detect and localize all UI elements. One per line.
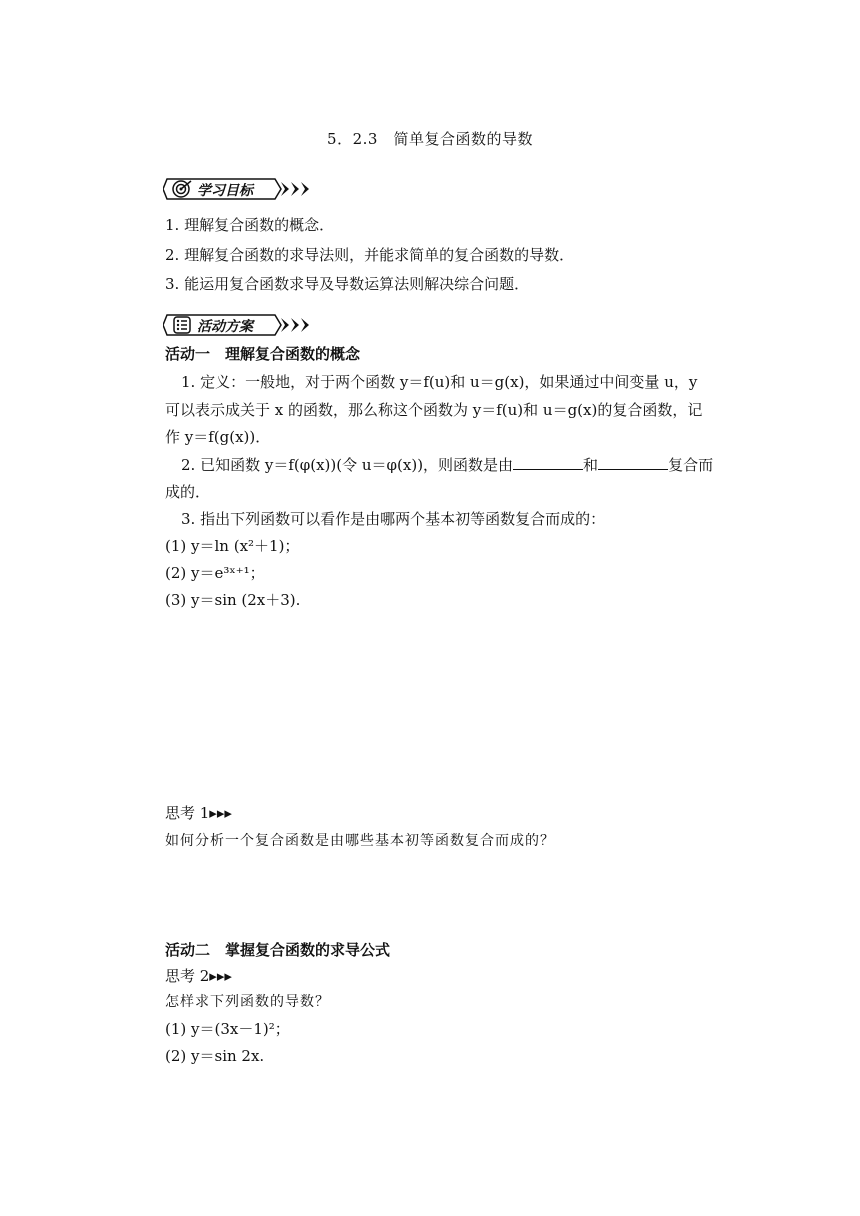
definition-line: 可以表示成关于 x 的函数，那么称这个函数为 y＝f(u)和 u＝g(x)的复合函数，记 xyxy=(165,401,703,419)
fill-blank[interactable] xyxy=(513,455,583,470)
question-two-continued: 成的． xyxy=(165,483,211,501)
fill-blank[interactable] xyxy=(598,455,668,470)
objective-item: 2. 理解复合函数的求导法则，并能求简单的复合函数的导数． xyxy=(165,246,575,264)
activity-plan-banner xyxy=(163,312,323,338)
function-item: (3) y＝sin (2x＋3). xyxy=(165,591,301,609)
objective-item: 1. 理解复合函数的概念． xyxy=(165,216,335,234)
learning-objectives-label: 学习目标 xyxy=(197,183,253,199)
learning-objectives-banner xyxy=(163,176,323,202)
function-item: (1) y＝ln (x²＋1)； xyxy=(165,537,300,555)
question-two-text: 和 xyxy=(583,456,599,474)
think-one-label: 思考 1▸▸▸ xyxy=(165,804,232,822)
definition-line: 1. 定义：一般地，对于两个函数 y＝f(u)和 u＝g(x)，如果通过中间变量 u，y xyxy=(181,373,698,391)
question-two-text: 复合而 xyxy=(668,456,714,474)
function-item: (2) y＝e³ˣ⁺¹； xyxy=(165,564,265,582)
objective-item: 3. 能运用复合函数求导及导数运算法则解决综合问题． xyxy=(165,275,530,293)
question-two-text: 2. 已知函数 y＝f(φ(x))(令 u＝φ(x))，则函数是由 xyxy=(181,456,514,474)
think-two-question: 怎样求下列函数的导数？ xyxy=(165,994,330,1010)
derivative-item: (2) y＝sin 2x. xyxy=(165,1047,265,1065)
think-two-label: 思考 2▸▸▸ xyxy=(165,967,232,985)
activity-plan-label: 活动方案 xyxy=(197,319,253,335)
activity-one-heading: 活动一 理解复合函数的概念 xyxy=(165,345,361,363)
question-two xyxy=(165,455,713,475)
derivative-item: (1) y＝(3x－1)²； xyxy=(165,1020,290,1038)
page-title: 5．2.3 简单复合函数的导数 xyxy=(327,130,533,148)
question-three: 3. 指出下列函数可以看作是由哪两个基本初等函数复合而成的： xyxy=(181,510,606,528)
think-one-question: 如何分析一个复合函数是由哪些基本初等函数复合而成的？ xyxy=(165,833,555,849)
activity-two-heading: 活动二 掌握复合函数的求导公式 xyxy=(165,941,391,959)
definition-line: 作 y＝f(g(x))． xyxy=(165,428,271,446)
